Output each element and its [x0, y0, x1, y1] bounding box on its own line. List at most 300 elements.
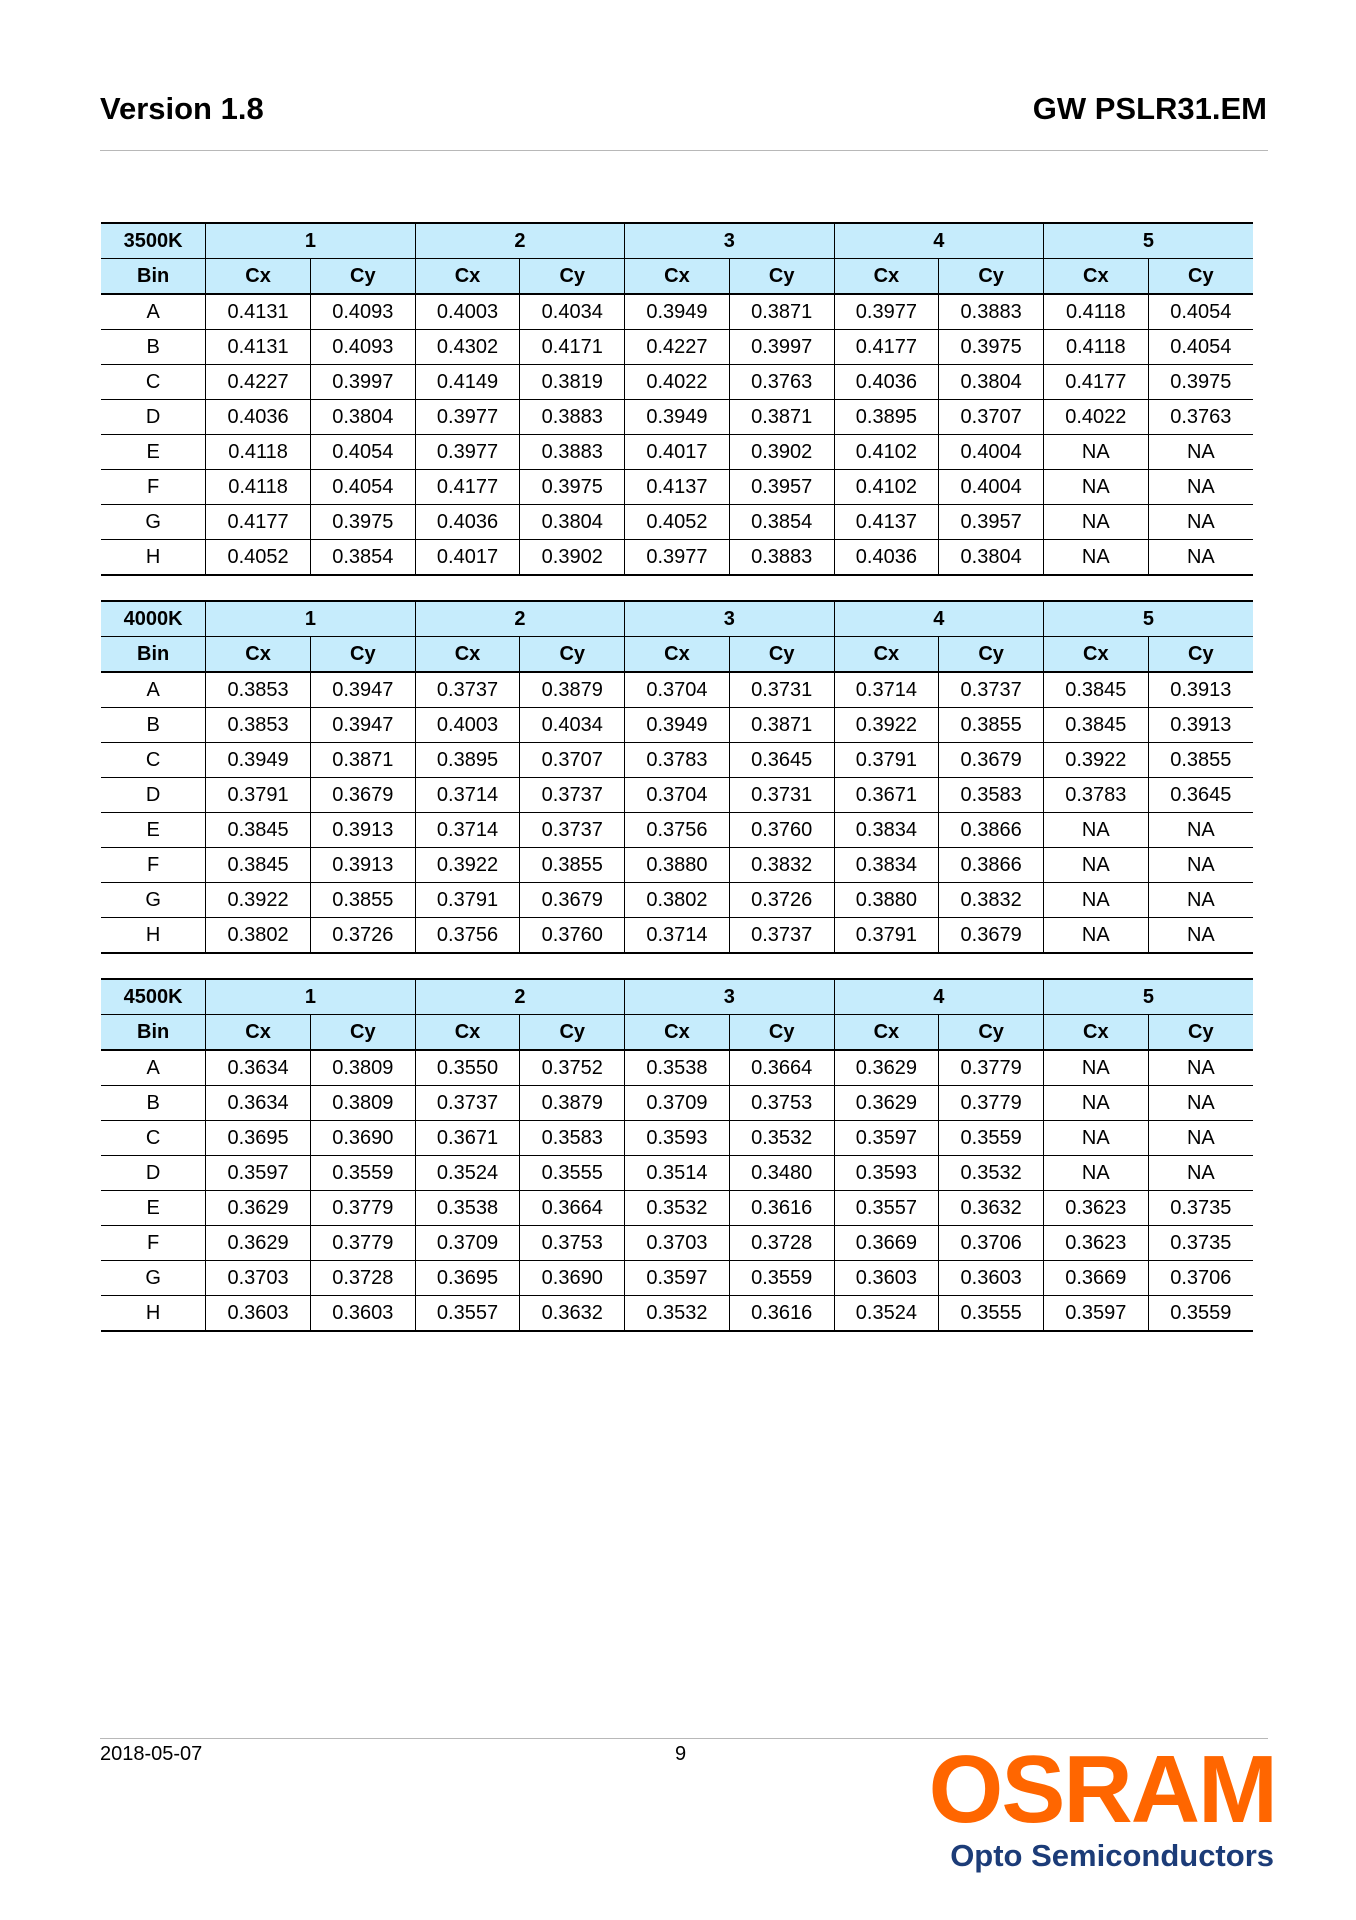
table-row	[101, 743, 1253, 778]
coordinate-cell: 0.4003	[415, 294, 520, 330]
coordinate-cell: 0.3671	[834, 778, 939, 813]
coordinate-cell: 0.3703	[206, 1261, 311, 1296]
coordinate-cell: 0.3616	[729, 1296, 834, 1332]
coordinate-cell: 0.3756	[415, 918, 520, 954]
coordinate-cell: 0.4118	[1043, 330, 1148, 365]
cy-column-header: Cy	[520, 259, 625, 295]
coordinate-cell: 0.3707	[520, 743, 625, 778]
cy-column-header: Cy	[1148, 1015, 1253, 1051]
coordinate-cell: 0.4054	[310, 435, 415, 470]
coordinate-cell: 0.3679	[520, 883, 625, 918]
coordinate-cell: 0.3922	[834, 708, 939, 743]
cx-column-header: Cx	[625, 259, 730, 295]
coordinate-cell: 0.3977	[415, 435, 520, 470]
table-row	[101, 365, 1253, 400]
coordinate-cell: NA	[1043, 1121, 1148, 1156]
group-header: 1	[206, 601, 415, 637]
coordinate-cell: NA	[1148, 1050, 1253, 1086]
bin-label: B	[101, 708, 206, 743]
coordinate-cell: 0.3532	[729, 1121, 834, 1156]
coordinate-cell: 0.3845	[1043, 708, 1148, 743]
coordinate-cell: 0.4093	[310, 330, 415, 365]
coordinate-cell: 0.4131	[206, 330, 311, 365]
bin-label: A	[101, 294, 206, 330]
coordinate-cell: 0.3783	[1043, 778, 1148, 813]
cy-column-header: Cy	[939, 1015, 1044, 1051]
table-row	[101, 294, 1253, 330]
cy-column-header: Cy	[939, 259, 1044, 295]
coordinate-cell: NA	[1043, 505, 1148, 540]
coordinate-cell: 0.4003	[415, 708, 520, 743]
bin-label: C	[101, 743, 206, 778]
table-row	[101, 1191, 1253, 1226]
coordinate-cell: 0.3783	[625, 743, 730, 778]
coordinate-cell: 0.3802	[206, 918, 311, 954]
cx-column-header: Cx	[625, 637, 730, 673]
coordinate-cell: NA	[1148, 813, 1253, 848]
coordinate-cell: 0.3737	[939, 672, 1044, 708]
coordinate-cell: 0.3737	[520, 813, 625, 848]
coordinate-cell: 0.3559	[1148, 1296, 1253, 1332]
coordinate-cell: 0.3634	[206, 1086, 311, 1121]
coordinate-cell: 0.3559	[729, 1261, 834, 1296]
coordinate-cell: NA	[1043, 813, 1148, 848]
group-header: 3	[625, 601, 834, 637]
cy-column-header: Cy	[520, 1015, 625, 1051]
coordinate-cell: 0.3593	[625, 1121, 730, 1156]
coordinate-cell: 0.3753	[520, 1226, 625, 1261]
bin-column-header: Bin	[101, 1015, 206, 1051]
coordinate-cell: 0.4177	[834, 330, 939, 365]
coordinate-cell: 0.3791	[834, 918, 939, 954]
coordinate-cell: 0.3949	[625, 400, 730, 435]
coordinate-cell: 0.3603	[310, 1296, 415, 1332]
coordinate-cell: NA	[1043, 1156, 1148, 1191]
osram-logo: OSRAM	[928, 1736, 1276, 1843]
coordinate-cell: NA	[1043, 1086, 1148, 1121]
bin-label: H	[101, 540, 206, 576]
coordinate-cell: 0.3664	[520, 1191, 625, 1226]
coordinate-cell: 0.4137	[625, 470, 730, 505]
coordinate-cell: 0.3854	[310, 540, 415, 576]
coordinate-cell: 0.3703	[625, 1226, 730, 1261]
bin-label: E	[101, 435, 206, 470]
coordinate-cell: 0.3597	[1043, 1296, 1148, 1332]
table-row	[101, 1121, 1253, 1156]
coordinate-cell: 0.3532	[939, 1156, 1044, 1191]
coordinate-cell: 0.3854	[729, 505, 834, 540]
coordinate-cell: 0.3922	[415, 848, 520, 883]
coordinate-cell: 0.3679	[939, 743, 1044, 778]
coordinate-cell: 0.3679	[939, 918, 1044, 954]
coordinate-cell: 0.4093	[310, 294, 415, 330]
coordinate-cell: 0.4177	[206, 505, 311, 540]
table-row	[101, 672, 1253, 708]
cy-column-header: Cy	[729, 259, 834, 295]
coordinate-cell: 0.3557	[415, 1296, 520, 1332]
coordinate-cell: 0.3532	[625, 1191, 730, 1226]
coordinate-cell: 0.3480	[729, 1156, 834, 1191]
coordinate-cell: 0.3913	[1148, 708, 1253, 743]
coordinate-cell: 0.3975	[939, 330, 1044, 365]
coordinate-cell: 0.4171	[520, 330, 625, 365]
cy-column-header: Cy	[1148, 637, 1253, 673]
bin-label: F	[101, 1226, 206, 1261]
coordinate-cell: 0.3706	[939, 1226, 1044, 1261]
coordinate-cell: NA	[1148, 540, 1253, 576]
bin-label: C	[101, 1121, 206, 1156]
table-row	[101, 1086, 1253, 1121]
coordinate-cell: 0.3804	[939, 365, 1044, 400]
bin-label: H	[101, 1296, 206, 1332]
coordinate-cell: 0.3731	[729, 672, 834, 708]
coordinate-cell: 0.3853	[206, 708, 311, 743]
coordinate-cell: 0.4227	[206, 365, 311, 400]
coordinate-cell: 0.3629	[834, 1086, 939, 1121]
coordinate-cell: 0.3679	[310, 778, 415, 813]
bin-label: D	[101, 778, 206, 813]
coordinate-cell: 0.3866	[939, 813, 1044, 848]
coordinate-cell: 0.3779	[310, 1226, 415, 1261]
coordinate-cell: 0.3629	[206, 1191, 311, 1226]
product-name: GW PSLR31.EM	[1032, 91, 1267, 126]
table-row	[101, 883, 1253, 918]
bin-label: E	[101, 1191, 206, 1226]
coordinate-cell: 0.3664	[729, 1050, 834, 1086]
coordinate-cell: 0.3819	[520, 365, 625, 400]
coordinate-cell: 0.3709	[415, 1226, 520, 1261]
coordinate-cell: 0.3809	[310, 1086, 415, 1121]
cy-column-header: Cy	[310, 1015, 415, 1051]
group-header: 2	[415, 223, 624, 259]
table-row	[101, 505, 1253, 540]
coordinate-cell: 0.4022	[625, 365, 730, 400]
coordinate-cell: 0.3557	[834, 1191, 939, 1226]
coordinate-cell: 0.3597	[834, 1121, 939, 1156]
table-row	[101, 1296, 1253, 1332]
coordinate-cell: NA	[1043, 918, 1148, 954]
coordinate-cell: 0.3809	[310, 1050, 415, 1086]
group-header: 2	[415, 979, 624, 1015]
coordinate-cell: 0.3714	[415, 813, 520, 848]
coordinate-cell: NA	[1043, 435, 1148, 470]
bin-label: B	[101, 330, 206, 365]
coordinate-cell: 0.3947	[310, 672, 415, 708]
coordinate-cell: 0.3752	[520, 1050, 625, 1086]
group-header: 5	[1043, 979, 1253, 1015]
coordinate-cell: 0.3902	[520, 540, 625, 576]
bin-label: F	[101, 848, 206, 883]
coordinate-cell: 0.3855	[310, 883, 415, 918]
coordinate-cell: 0.3804	[310, 400, 415, 435]
cx-column-header: Cx	[206, 259, 311, 295]
coordinate-cell: NA	[1148, 470, 1253, 505]
coordinate-cell: 0.4017	[415, 540, 520, 576]
coordinate-cell: 0.3583	[520, 1121, 625, 1156]
coordinate-cell: 0.3975	[310, 505, 415, 540]
bin-table-4500k	[101, 978, 1253, 1332]
coordinate-cell: 0.3957	[729, 470, 834, 505]
coordinate-cell: 0.4017	[625, 435, 730, 470]
coordinate-cell: 0.3737	[415, 672, 520, 708]
coordinate-cell: 0.3760	[729, 813, 834, 848]
bin-table-4000k	[101, 600, 1253, 954]
coordinate-cell: 0.4054	[1148, 330, 1253, 365]
coordinate-cell: 0.3913	[310, 813, 415, 848]
coordinate-cell: 0.3735	[1148, 1226, 1253, 1261]
coordinate-cell: 0.3726	[310, 918, 415, 954]
coordinate-cell: 0.3555	[520, 1156, 625, 1191]
table-row	[101, 540, 1253, 576]
coordinate-cell: 0.3760	[520, 918, 625, 954]
coordinate-cell: 0.3949	[625, 294, 730, 330]
coordinate-cell: 0.4004	[939, 470, 1044, 505]
coordinate-cell: 0.4004	[939, 435, 1044, 470]
coordinate-cell: 0.4227	[625, 330, 730, 365]
coordinate-cell: 0.3707	[939, 400, 1044, 435]
coordinate-cell: NA	[1043, 470, 1148, 505]
cx-column-header: Cx	[206, 1015, 311, 1051]
table-row	[101, 813, 1253, 848]
bin-label: D	[101, 400, 206, 435]
cx-column-header: Cx	[834, 637, 939, 673]
coordinate-cell: 0.3957	[939, 505, 1044, 540]
coordinate-cell: 0.3832	[729, 848, 834, 883]
coordinate-cell: 0.3583	[939, 778, 1044, 813]
coordinate-cell: 0.4177	[1043, 365, 1148, 400]
coordinate-cell: 0.3737	[729, 918, 834, 954]
bin-label: A	[101, 1050, 206, 1086]
coordinate-cell: 0.3632	[939, 1191, 1044, 1226]
group-header: 1	[206, 979, 415, 1015]
coordinate-cell: 0.4052	[625, 505, 730, 540]
coordinate-cell: 0.3756	[625, 813, 730, 848]
coordinate-cell: 0.3883	[520, 400, 625, 435]
coordinate-cell: 0.3791	[415, 883, 520, 918]
group-header: 4	[834, 979, 1043, 1015]
coordinate-cell: 0.3623	[1043, 1191, 1148, 1226]
coordinate-cell: 0.4102	[834, 435, 939, 470]
coordinate-cell: 0.3753	[729, 1086, 834, 1121]
coordinate-cell: 0.3763	[1148, 400, 1253, 435]
coordinate-cell: 0.3714	[625, 918, 730, 954]
coordinate-cell: 0.3735	[1148, 1191, 1253, 1226]
coordinate-cell: 0.3902	[729, 435, 834, 470]
table-row	[101, 1156, 1253, 1191]
coordinate-cell: 0.3845	[206, 813, 311, 848]
coordinate-cell: 0.3632	[520, 1296, 625, 1332]
table-row	[101, 778, 1253, 813]
table-row	[101, 1050, 1253, 1086]
table-title: 3500K	[101, 223, 206, 259]
coordinate-cell: 0.3726	[729, 883, 834, 918]
coordinate-cell: 0.3695	[415, 1261, 520, 1296]
coordinate-cell: 0.4149	[415, 365, 520, 400]
coordinate-cell: 0.3704	[625, 672, 730, 708]
coordinate-cell: 0.3728	[729, 1226, 834, 1261]
coordinate-cell: 0.3538	[415, 1191, 520, 1226]
coordinate-cell: 0.3669	[834, 1226, 939, 1261]
coordinate-cell: NA	[1043, 540, 1148, 576]
coordinate-cell: 0.3949	[625, 708, 730, 743]
coordinate-cell: 0.3532	[625, 1296, 730, 1332]
table-row	[101, 848, 1253, 883]
coordinate-cell: 0.4036	[834, 540, 939, 576]
coordinate-cell: 0.3913	[310, 848, 415, 883]
bin-label: F	[101, 470, 206, 505]
coordinate-cell: 0.3977	[415, 400, 520, 435]
coordinate-cell: 0.3645	[729, 743, 834, 778]
bin-label: E	[101, 813, 206, 848]
coordinate-cell: 0.4177	[415, 470, 520, 505]
bin-column-header: Bin	[101, 259, 206, 295]
table-title: 4500K	[101, 979, 206, 1015]
coordinate-cell: 0.3871	[729, 400, 834, 435]
coordinate-cell: 0.4034	[520, 708, 625, 743]
coordinate-cell: 0.4036	[834, 365, 939, 400]
bin-label: G	[101, 1261, 206, 1296]
cx-column-header: Cx	[1043, 259, 1148, 295]
cy-column-header: Cy	[310, 637, 415, 673]
coordinate-cell: 0.3871	[310, 743, 415, 778]
cx-column-header: Cx	[415, 637, 520, 673]
coordinate-cell: 0.3845	[1043, 672, 1148, 708]
coordinate-cell: NA	[1148, 505, 1253, 540]
table-title: 4000K	[101, 601, 206, 637]
coordinate-cell: 0.4131	[206, 294, 311, 330]
coordinate-cell: 0.3880	[834, 883, 939, 918]
footer-date: 2018-05-07	[100, 1743, 203, 1765]
group-header: 4	[834, 223, 1043, 259]
coordinate-cell: 0.3804	[939, 540, 1044, 576]
cx-column-header: Cx	[834, 1015, 939, 1051]
coordinate-cell: 0.3728	[310, 1261, 415, 1296]
coordinate-cell: 0.3855	[1148, 743, 1253, 778]
coordinate-cell: 0.3514	[625, 1156, 730, 1191]
coordinate-cell: 0.3997	[729, 330, 834, 365]
table-row	[101, 918, 1253, 954]
coordinate-cell: 0.3883	[520, 435, 625, 470]
coordinate-cell: 0.3597	[206, 1156, 311, 1191]
coordinate-cell: 0.4302	[415, 330, 520, 365]
coordinate-cell: 0.3629	[206, 1226, 311, 1261]
coordinate-cell: 0.3895	[834, 400, 939, 435]
coordinate-cell: 0.3706	[1148, 1261, 1253, 1296]
coordinate-cell: 0.3731	[729, 778, 834, 813]
page-number: 9	[675, 1743, 687, 1765]
coordinate-cell: 0.3947	[310, 708, 415, 743]
coordinate-cell: 0.3879	[520, 1086, 625, 1121]
coordinate-cell: 0.3975	[1148, 365, 1253, 400]
coordinate-cell: 0.3671	[415, 1121, 520, 1156]
coordinate-cell: 0.3879	[520, 672, 625, 708]
coordinate-cell: 0.3779	[310, 1191, 415, 1226]
coordinate-cell: 0.3603	[206, 1296, 311, 1332]
header-divider	[100, 150, 1268, 151]
coordinate-cell: 0.3853	[206, 672, 311, 708]
coordinate-cell: 0.3714	[834, 672, 939, 708]
coordinate-cell: 0.4054	[1148, 294, 1253, 330]
coordinate-cell: 0.3737	[415, 1086, 520, 1121]
cx-column-header: Cx	[415, 1015, 520, 1051]
table-row	[101, 1226, 1253, 1261]
cx-column-header: Cx	[415, 259, 520, 295]
coordinate-cell: NA	[1148, 1121, 1253, 1156]
cy-column-header: Cy	[729, 637, 834, 673]
coordinate-cell: 0.3804	[520, 505, 625, 540]
coordinate-cell: 0.3922	[206, 883, 311, 918]
coordinate-cell: 0.3866	[939, 848, 1044, 883]
coordinate-cell: 0.4036	[206, 400, 311, 435]
coordinate-cell: 0.3883	[729, 540, 834, 576]
cy-column-header: Cy	[520, 637, 625, 673]
coordinate-cell: 0.3634	[206, 1050, 311, 1086]
bin-label: B	[101, 1086, 206, 1121]
coordinate-cell: 0.3834	[834, 848, 939, 883]
cx-column-header: Cx	[206, 637, 311, 673]
group-header: 1	[206, 223, 415, 259]
coordinate-cell: 0.3709	[625, 1086, 730, 1121]
coordinate-cell: 0.3690	[310, 1121, 415, 1156]
coordinate-cell: NA	[1043, 848, 1148, 883]
coordinate-cell: 0.3977	[834, 294, 939, 330]
bin-label: D	[101, 1156, 206, 1191]
coordinate-cell: 0.4137	[834, 505, 939, 540]
coordinate-cell: 0.3559	[310, 1156, 415, 1191]
coordinate-cell: 0.3603	[834, 1261, 939, 1296]
group-header: 3	[625, 223, 834, 259]
coordinate-cell: 0.3895	[415, 743, 520, 778]
coordinate-cell: 0.3695	[206, 1121, 311, 1156]
coordinate-cell: 0.3593	[834, 1156, 939, 1191]
coordinate-cell: NA	[1148, 848, 1253, 883]
coordinate-cell: 0.4118	[206, 435, 311, 470]
cx-column-header: Cx	[834, 259, 939, 295]
coordinate-cell: 0.3949	[206, 743, 311, 778]
coordinate-cell: 0.3871	[729, 708, 834, 743]
coordinate-cell: 0.4036	[415, 505, 520, 540]
coordinate-cell: 0.3855	[520, 848, 625, 883]
coordinate-cell: 0.3559	[939, 1121, 1044, 1156]
coordinate-cell: 0.3913	[1148, 672, 1253, 708]
coordinate-cell: 0.4118	[206, 470, 311, 505]
table-row	[101, 400, 1253, 435]
cy-column-header: Cy	[1148, 259, 1253, 295]
coordinate-cell: 0.3832	[939, 883, 1044, 918]
cx-column-header: Cx	[1043, 1015, 1148, 1051]
coordinate-cell: NA	[1043, 883, 1148, 918]
table-row	[101, 435, 1253, 470]
coordinate-cell: 0.3704	[625, 778, 730, 813]
coordinate-cell: 0.4054	[310, 470, 415, 505]
document-version: Version 1.8	[100, 91, 264, 126]
bin-label: H	[101, 918, 206, 954]
coordinate-cell: 0.3880	[625, 848, 730, 883]
group-header: 4	[834, 601, 1043, 637]
coordinate-cell: 0.3714	[415, 778, 520, 813]
bin-label: G	[101, 883, 206, 918]
bin-label: A	[101, 672, 206, 708]
bin-label: C	[101, 365, 206, 400]
cy-column-header: Cy	[310, 259, 415, 295]
bin-label: G	[101, 505, 206, 540]
group-header: 5	[1043, 601, 1253, 637]
coordinate-cell: 0.3791	[206, 778, 311, 813]
coordinate-cell: NA	[1148, 435, 1253, 470]
group-header: 5	[1043, 223, 1253, 259]
coordinate-cell: 0.3791	[834, 743, 939, 778]
coordinate-cell: 0.3779	[939, 1086, 1044, 1121]
